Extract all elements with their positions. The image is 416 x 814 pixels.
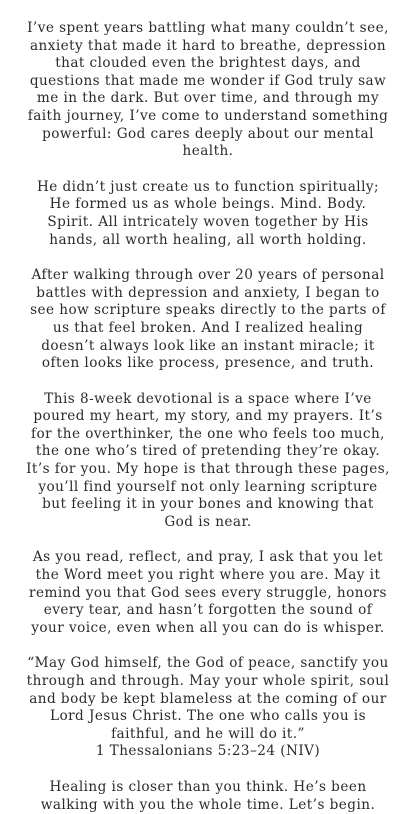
- intro-paragraph-reflect: As you read, reflect, and pray, I ask that you let the Word meet you right where you are. May it remind you that God sees every struggle, honors every tear, and hasn’t forgotten the sound of your voice, even when all you can do is whisper.: [29, 549, 387, 636]
- scripture-quote: [26, 655, 390, 761]
- intro-paragraph-scripture: After walking through over 20 years of personal battles with depression and anxiety, I began to see how scripture speaks directly to the parts of us that feel broken. And I realized healing doesn’t always look like an instant miracle; it often looks like process, presence, and truth.: [30, 267, 386, 372]
- scripture-quote-text: “May God himself, the God of peace, sanctify you through and through. May your whole spirit, soul and body be kept blameless at the coming of our Lord Jesus Christ. The one who calls you is faithful, and he will do it.”: [26, 655, 390, 742]
- closing-paragraph: Healing is closer than you think. He’s been walking with you the whole time. Let’s begin.: [40, 778, 376, 813]
- scripture-citation: 1 Thessalonians 5:23–24 (NIV): [95, 743, 321, 760]
- intro-paragraph-devotional: This 8-week devotional is a space where I’ve poured my heart, my story, and my prayers. It’s for the overthinker, the one who feels too much, the one who’s tired of pretending they’re okay. It’s for you. My hope is that through these pages, you’ll find yourself not only learning scripture but feeling it in your bones and knowing that God is near.: [26, 390, 390, 530]
- intro-paragraph-whole-beings: He didn’t just create us to function spiritually; He formed us as whole beings. Mind. Body. Spirit. All intricately woven together by His hands, all worth healing, all worth holding.: [36, 178, 380, 248]
- intro-paragraph-anxiety: I’ve spent years battling what many couldn’t see, anxiety that made it hard to breathe, depression that clouded even the brightest days, and questions that made me wonder if God truly saw me in the dark. But over time, and through my faith journey, I’ve come to understand something powerful: God cares deeply about our mental health.: [27, 20, 389, 160]
